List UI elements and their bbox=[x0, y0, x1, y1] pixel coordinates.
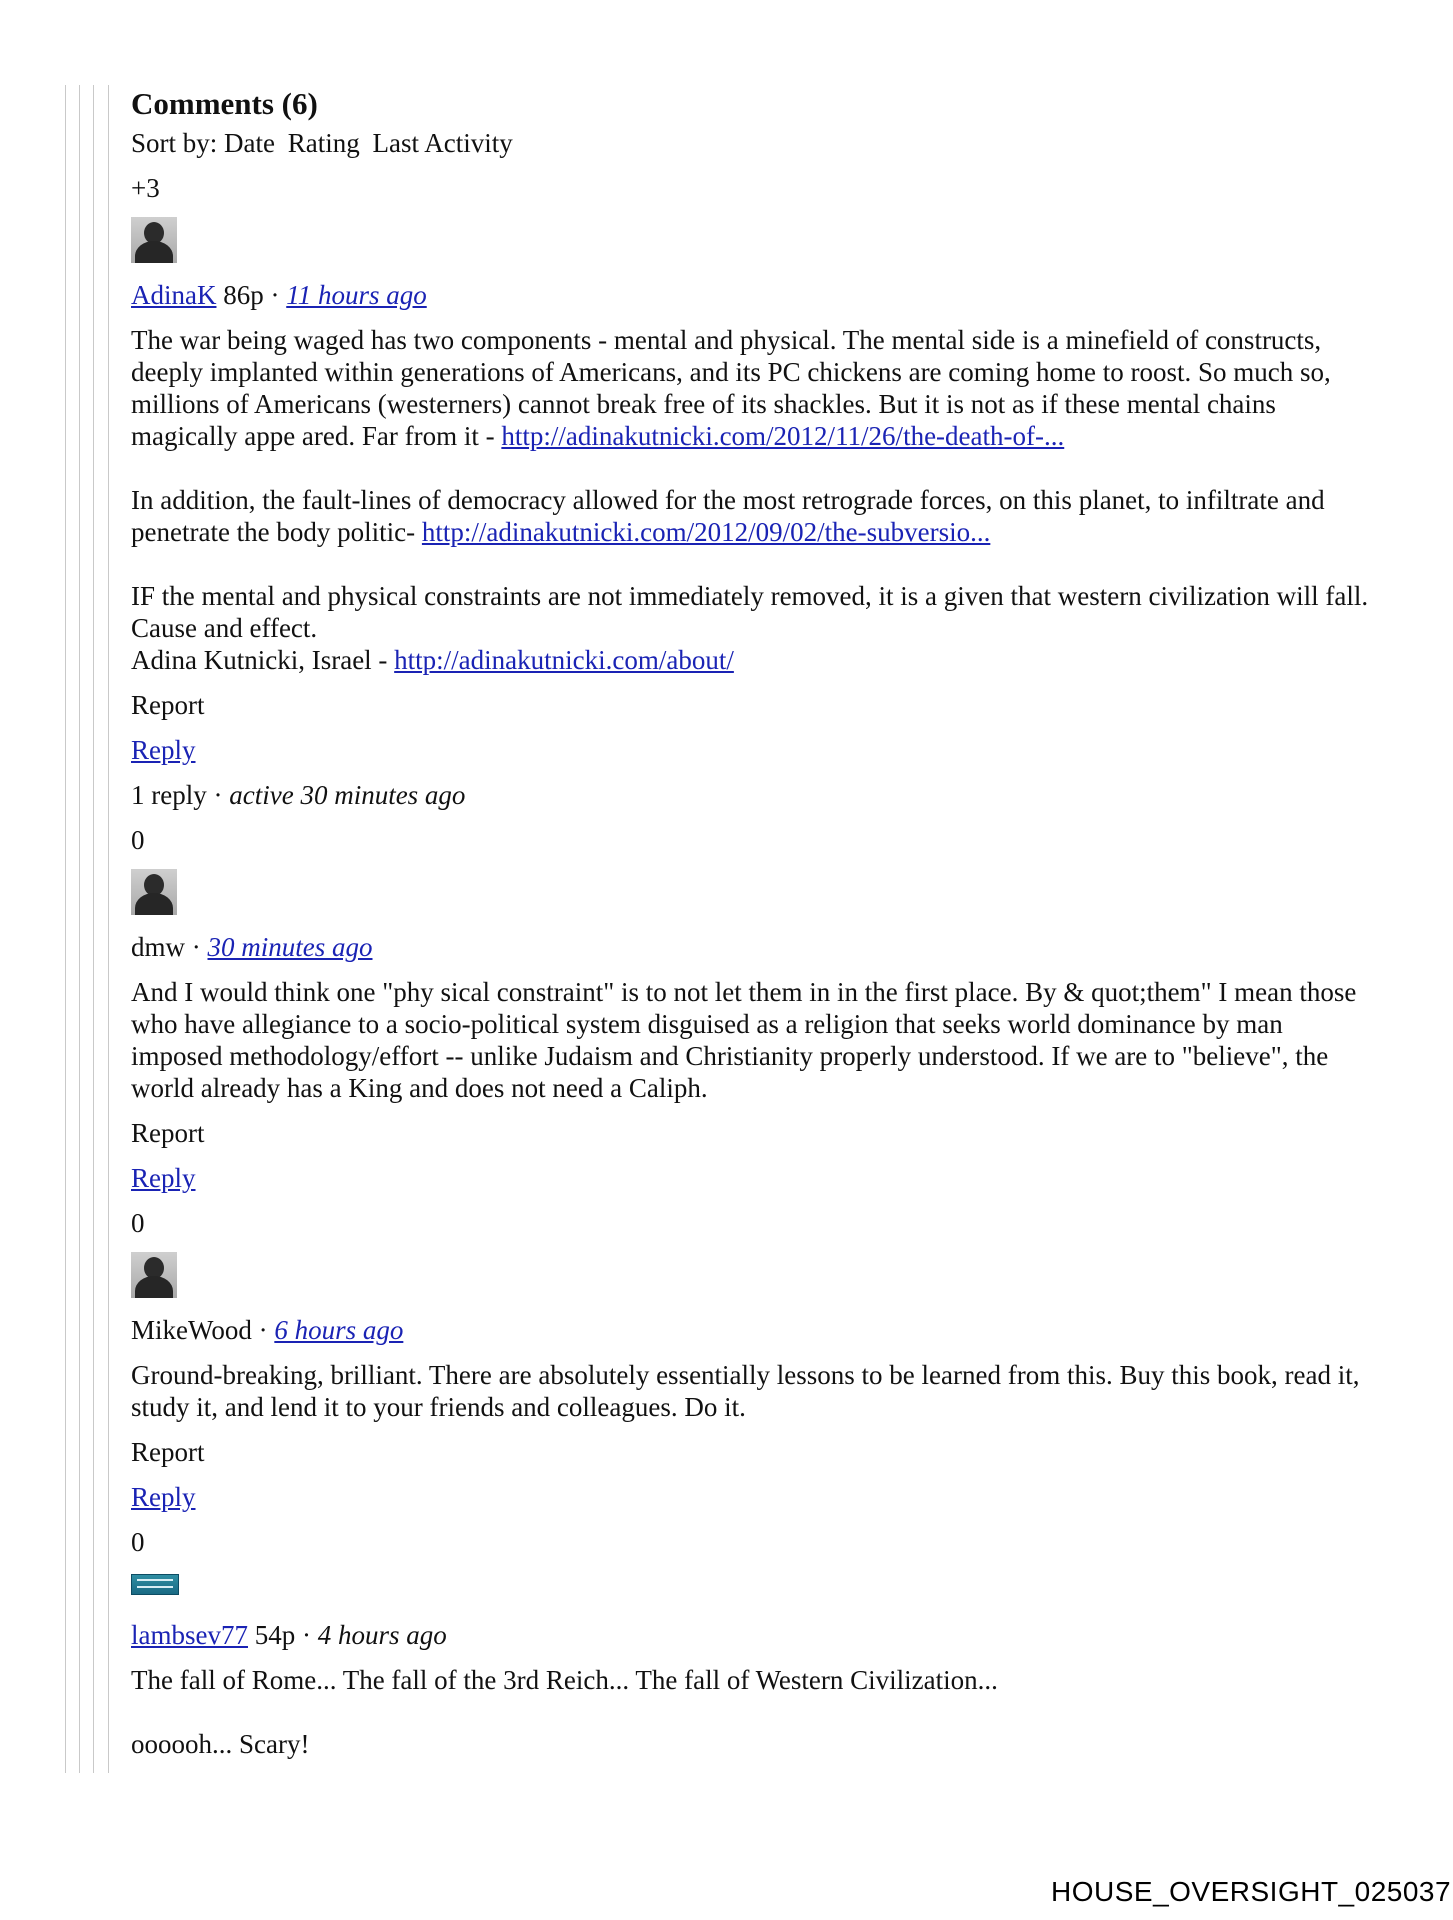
sort-option-last-activity[interactable]: Last Activity bbox=[372, 128, 513, 158]
sort-option-date[interactable]: Date bbox=[224, 128, 275, 158]
meta-separator: · bbox=[213, 780, 223, 810]
comments-heading: Comments (6) bbox=[131, 86, 318, 121]
comment-meta bbox=[131, 931, 1371, 963]
comment-paragraph bbox=[131, 484, 1371, 548]
sort-bar bbox=[131, 127, 1371, 159]
report-button[interactable]: Report bbox=[131, 1437, 205, 1467]
comment-body bbox=[131, 324, 1371, 676]
comment-mikewood bbox=[131, 1207, 1371, 1513]
reply-summary bbox=[131, 779, 1371, 811]
comment-body: And I would think one "phy sical constraint" is to not let them in in the first place. By & quot;them" I mean those who have allegiance to a socio-political system disguised as a religion that seeks world dominance by man imposed methodology/effort -- unlike Judaism and Christianity properly understood. If we are to "believe", the world already has a King and does not need a Caliph. bbox=[131, 977, 1357, 1103]
author-points: 86p bbox=[223, 280, 264, 310]
comment-score: +3 bbox=[131, 173, 160, 203]
report-button[interactable]: Report bbox=[131, 1118, 205, 1148]
document-stamp: HOUSE_OVERSIGHT_025037 bbox=[1051, 1876, 1452, 1907]
default-avatar-icon[interactable] bbox=[131, 217, 177, 263]
comment-meta bbox=[131, 279, 1371, 311]
external-link[interactable]: http://adinakutnicki.com/2012/11/26/the-death-of-... bbox=[501, 421, 1065, 451]
paragraph-text: The war being waged has two components - mental and physical. The mental side is a minefield of constructs, deeply implanted within generations of Americans, and its PC chickens are coming home to roost. So much so, millions of Americans (westerners) cannot break free of its shackles. But it is not as if these mental chains magically appe ared. Far from it - bbox=[131, 325, 1331, 451]
meta-separator: · bbox=[270, 280, 280, 310]
meta-separator: · bbox=[258, 1315, 268, 1345]
sort-label: Sort by: bbox=[131, 128, 218, 158]
thread-rail bbox=[65, 85, 66, 1773]
comment-time: 4 hours ago bbox=[317, 1620, 447, 1650]
comment-time-link[interactable]: 30 minutes ago bbox=[207, 932, 373, 962]
comment-score: 0 bbox=[131, 1208, 145, 1238]
reply-count[interactable]: 1 reply bbox=[131, 780, 207, 810]
reply-button[interactable]: Reply bbox=[131, 1163, 196, 1193]
author-name: MikeWood bbox=[131, 1315, 252, 1345]
reply-button[interactable]: Reply bbox=[131, 1482, 196, 1512]
comment-signature bbox=[131, 644, 1371, 676]
comments-section bbox=[131, 84, 1371, 1760]
comment-paragraph: IF the mental and physical constraints are not immediately removed, it is a given that western civilization will fall. Cause and effect. bbox=[131, 581, 1369, 643]
comment-time-link[interactable]: 11 hours ago bbox=[286, 280, 427, 310]
thread-rail bbox=[93, 85, 94, 1773]
comment-adinak bbox=[131, 172, 1371, 811]
comment-lambsev77 bbox=[131, 1526, 1371, 1760]
comment-body bbox=[131, 1664, 1371, 1760]
paragraph-text: In addition, the fault-lines of democracy allowed for the most retrograde forces, on this planet, to infiltrate and penetrate the body politic- bbox=[131, 485, 1325, 547]
comment-meta bbox=[131, 1314, 1371, 1346]
default-avatar-icon[interactable] bbox=[131, 869, 177, 915]
author-link[interactable]: AdinaK bbox=[131, 280, 217, 310]
thread-rail bbox=[79, 85, 80, 1773]
thread-rail bbox=[108, 85, 109, 1773]
comment-dmw bbox=[131, 824, 1371, 1194]
comment-score: 0 bbox=[131, 1527, 145, 1557]
reply-button[interactable]: Reply bbox=[131, 735, 196, 765]
author-name: dmw bbox=[131, 932, 185, 962]
comment-score: 0 bbox=[131, 825, 145, 855]
comment-paragraph: oooooh... Scary! bbox=[131, 1729, 310, 1759]
sort-option-rating[interactable]: Rating bbox=[287, 128, 360, 158]
meta-separator: · bbox=[191, 932, 201, 962]
external-link[interactable]: http://adinakutnicki.com/2012/09/02/the-subversio... bbox=[421, 517, 991, 547]
author-link[interactable]: lambsev77 bbox=[131, 1620, 248, 1650]
comment-body: Ground-breaking, brilliant. There are absolutely essentially lessons to be learned from this. Buy this book, read it, study it, and lend it to your friends and colleagues. Do it. bbox=[131, 1360, 1360, 1422]
default-avatar-icon[interactable] bbox=[131, 1252, 177, 1298]
comment-time-link[interactable]: 6 hours ago bbox=[274, 1315, 404, 1345]
last-activity: active 30 minutes ago bbox=[229, 780, 466, 810]
external-link[interactable]: http://adinakutnicki.com/about/ bbox=[394, 645, 734, 675]
badge-avatar-icon[interactable] bbox=[131, 1574, 179, 1595]
meta-separator: · bbox=[301, 1620, 311, 1650]
author-points: 54p bbox=[254, 1620, 296, 1650]
comment-paragraph bbox=[131, 324, 1371, 452]
comment-meta bbox=[131, 1619, 1371, 1651]
signature-text: Adina Kutnicki, Israel - bbox=[131, 645, 395, 675]
report-button[interactable]: Report bbox=[131, 690, 205, 720]
comment-paragraph: The fall of Rome... The fall of the 3rd Reich... The fall of Western Civilization... bbox=[131, 1665, 998, 1695]
